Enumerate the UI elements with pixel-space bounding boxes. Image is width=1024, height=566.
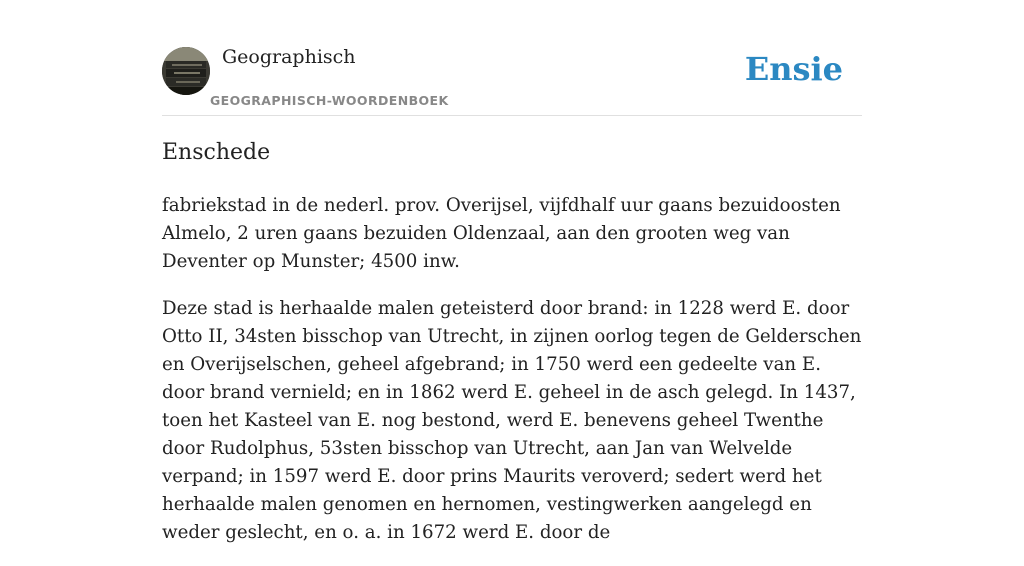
source-slug[interactable]: GEOGRAPHISCH-WOORDENBOEK [210, 93, 449, 108]
book-spines-icon [162, 47, 210, 95]
card-header [162, 0, 862, 116]
brand-logo[interactable]: Ensie [744, 50, 843, 88]
source-avatar[interactable] [162, 47, 210, 95]
entry-paragraph: Deze stad is herhaalde malen geteisterd door brand: in 1228 werd E. door Otto II, 34sten bisschop van Utrecht, in zijnen oorlog tegen de Gelderschen en Overijselschen, geheel afgebrand; in 1750 werd een gedeelte van E. door brand vernield; en in 1862 werd E. geheel in de asch gelegd. In 1437, toen het Kasteel van E. nog bestond, werd E. benevens geheel Twenthe door Rudolphus, 53sten bisschop van Utrecht, aan Jan van Welvelde verpand; in 1597 werd E. door prins Maurits veroverd; sedert werd het herhaalde malen genomen en hernomen, vestingwerken aangelegd en weder geslecht, en o. a. in 1672 werd E. door de [162, 298, 862, 543]
entry-paragraph: fabriekstad in de nederl. prov. Overijsel, vijfdhalf uur gaans bezuidoosten Almelo, 2 uren gaans bezuiden Oldenzaal, aan den grooten weg van Deventer op Munster; 4500 inw. [162, 195, 841, 272]
source-title[interactable]: Geographisch [222, 46, 356, 68]
entry-title: Enschede [162, 140, 271, 165]
entry-body [162, 192, 862, 566]
entry-card [162, 0, 862, 543]
